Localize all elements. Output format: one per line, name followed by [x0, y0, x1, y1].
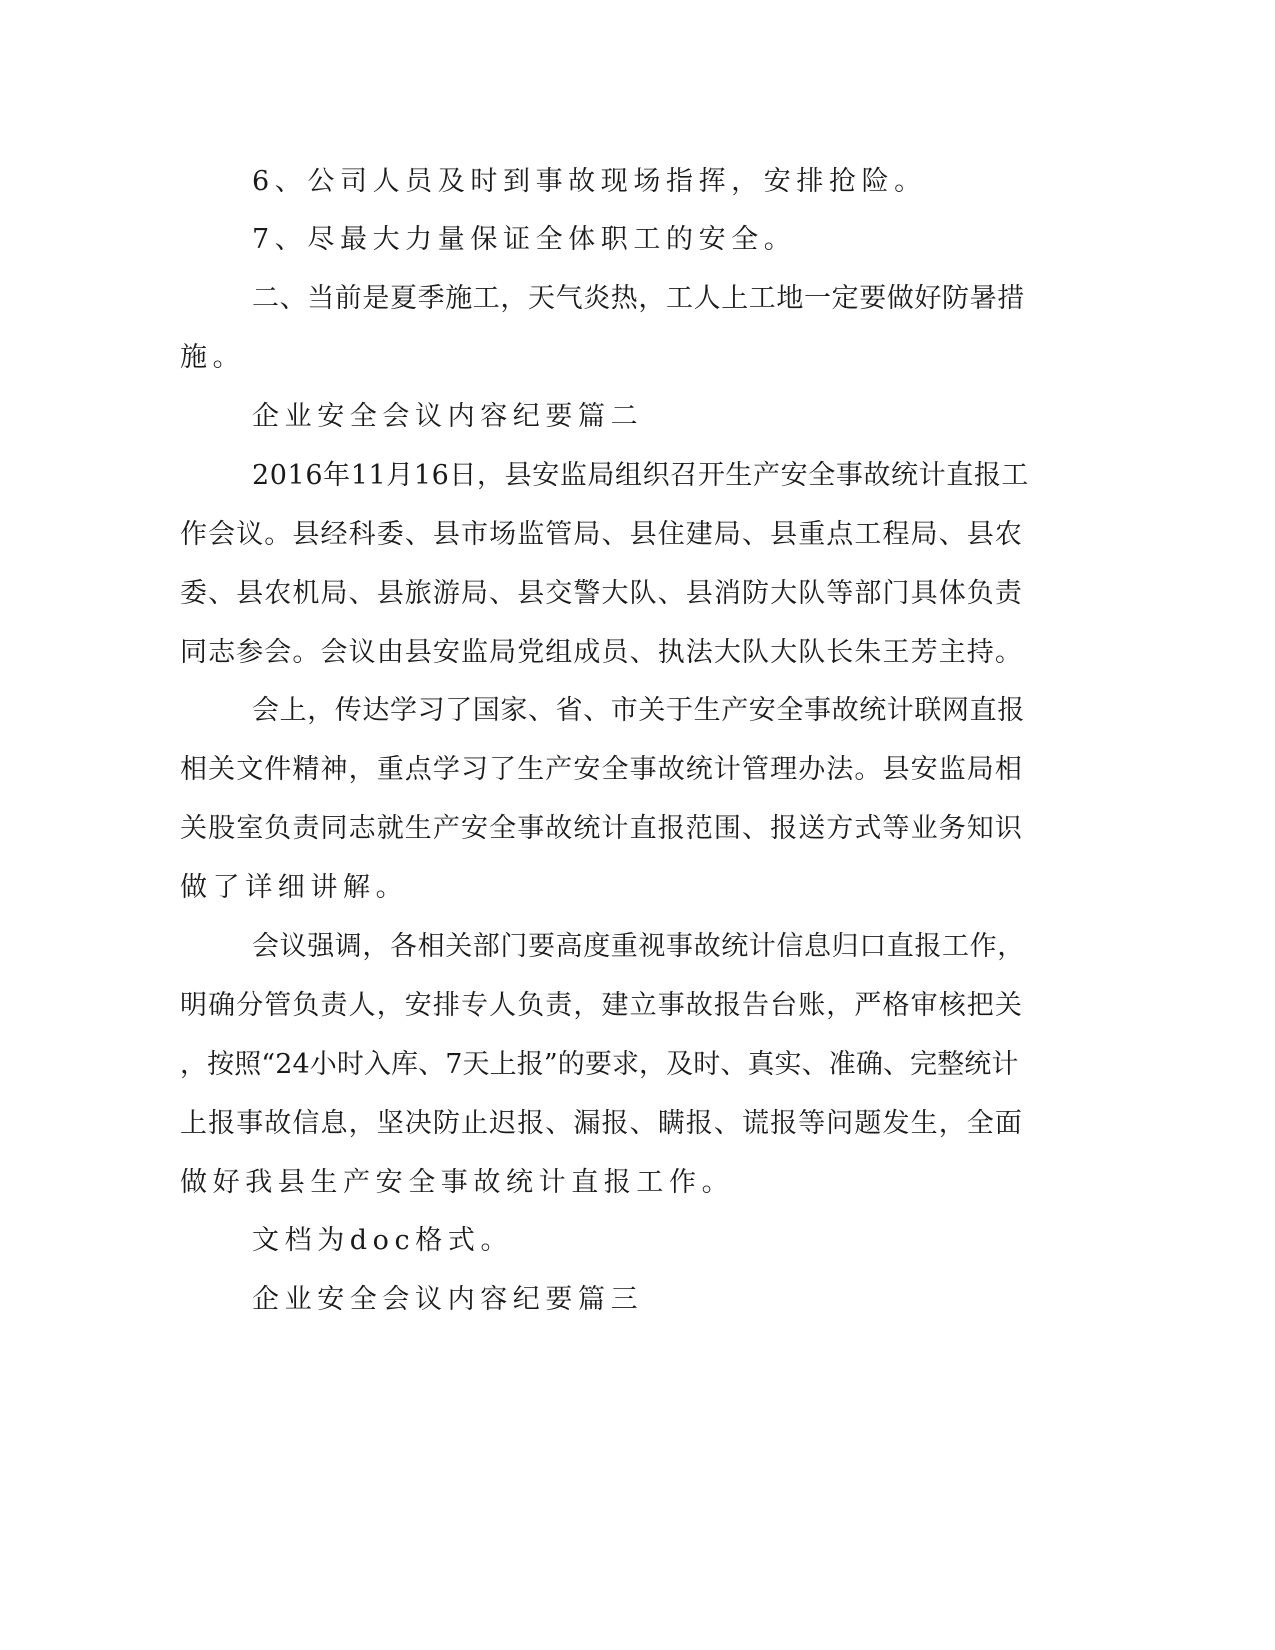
section-heading-part-two: 企业安全会议内容纪要篇二: [252, 401, 644, 432]
paragraph-meeting-intro-cont: 作会议。县经科委、县市场监管局、县住建局、县重点工程局、县农: [180, 519, 1023, 550]
paragraph-meeting-intro: 2016年11月16日，县安监局组织召开生产安全事故统计直报工: [252, 460, 1030, 491]
paragraph-meeting-emphasis-cont: 明确分管负责人，安排专人负责，建立事故报告台账，严格审核把关: [180, 990, 1023, 1021]
paragraph-meeting-study-cont: 做了详细讲解。: [180, 872, 409, 903]
paragraph-summer-precautions-cont: 施。: [180, 342, 246, 373]
paragraph-meeting-emphasis-cont: 做好我县生产安全事故统计直报工作。: [180, 1167, 735, 1198]
paragraph-summer-precautions: 二、当前是夏季施工，天气炎热，工人上工地一定要做好防暑措: [252, 283, 1025, 314]
paragraph-meeting-emphasis-cont: 上报事故信息，坚决防止迟报、漏报、瞒报、谎报等问题发生，全面: [180, 1108, 1023, 1139]
paragraph-meeting-study-cont: 相关文件精神，重点学习了生产安全事故统计管理办法。县安监局相: [180, 754, 1023, 785]
paragraph-meeting-study-cont: 关股室负责同志就生产安全事故统计直报范围、报送方式等业务知识: [180, 813, 1023, 844]
paragraph-meeting-intro-cont: 委、县农机局、县旅游局、县交警大队、县消防大队等部门具体负责: [180, 578, 1023, 609]
paragraph-meeting-emphasis: 会议强调，各相关部门要高度重视事故统计信息归口直报工作，: [252, 931, 1025, 962]
section-heading-part-three: 企业安全会议内容纪要篇三: [252, 1284, 644, 1315]
paragraph-doc-format: 文档为doc格式。: [252, 1225, 514, 1256]
list-item-7: 7、尽最大力量保证全体职工的安全。: [252, 224, 797, 255]
paragraph-meeting-emphasis-cont: ，按照“24小时入库、7天上报”的要求，及时、真实、准确、完整统计: [180, 1049, 1019, 1080]
paragraph-meeting-study: 会上，传达学习了国家、省、市关于生产安全事故统计联网直报: [252, 695, 1025, 726]
paragraph-meeting-intro-cont: 同志参会。会议由县安监局党组成员、执法大队大队长朱王芳主持。: [180, 637, 1023, 668]
list-item-6: 6、公司人员及时到事故现场指挥，安排抢险。: [252, 166, 927, 197]
